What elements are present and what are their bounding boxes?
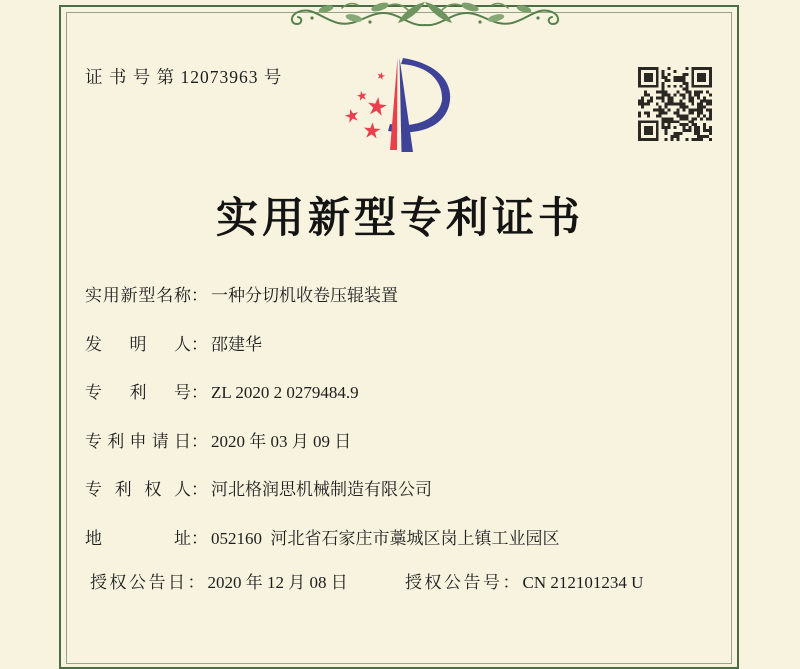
field-label: 地 址 (85, 529, 191, 548)
grant-date-label: 授权公告日 (90, 573, 188, 592)
colon: ： (191, 480, 208, 500)
colon: ： (191, 383, 208, 403)
grant-date-row (90, 571, 348, 595)
field-label: 实 用 新 型 名 称 (85, 286, 191, 305)
field-value: 邵建华 (211, 334, 262, 354)
field-label: 发 明 人 (85, 334, 191, 354)
grant-date-value: 2020 年 12 月 08 日 (207, 573, 348, 592)
field-row (85, 284, 398, 308)
field-value: 052160 河北省石家庄市藁城区岗上镇工业园区 (211, 529, 560, 548)
colon: ： (191, 334, 208, 354)
field-label: 专 利 权 人 (85, 480, 191, 500)
patent-office-logo-icon (342, 56, 468, 162)
field-value: 2020 年 03 月 09 日 (211, 431, 352, 451)
field-label: 专 利 号 (85, 383, 191, 403)
colon: ： (502, 573, 520, 592)
field-value: 河北格润思机械制造有限公司 (211, 480, 432, 500)
field-value: ZL 2020 2 0279484.9 (211, 383, 359, 403)
certificate-number: 证 书 号 第 12073963 号 (85, 67, 283, 87)
grant-number-label: 授权公告号 (405, 573, 503, 592)
field-row (85, 527, 560, 551)
certificate-title: 实用新型专利证书 (215, 196, 584, 242)
grant-number-row (405, 571, 643, 595)
grant-number-value: CN 212101234 U (522, 573, 644, 592)
star-icon (344, 71, 388, 139)
qr-code (638, 67, 712, 141)
colon: ： (191, 286, 208, 305)
field-row (85, 381, 359, 405)
field-value: 一种分切机收卷压辊装置 (211, 286, 398, 305)
colon: ： (187, 573, 205, 592)
colon: ： (191, 431, 208, 451)
floral-ornament (282, 0, 568, 27)
field-row (85, 333, 262, 357)
field-label: 专 利 申 请 日 (85, 431, 191, 451)
colon: ： (191, 529, 208, 548)
field-row (85, 430, 351, 454)
field-row (85, 478, 432, 502)
